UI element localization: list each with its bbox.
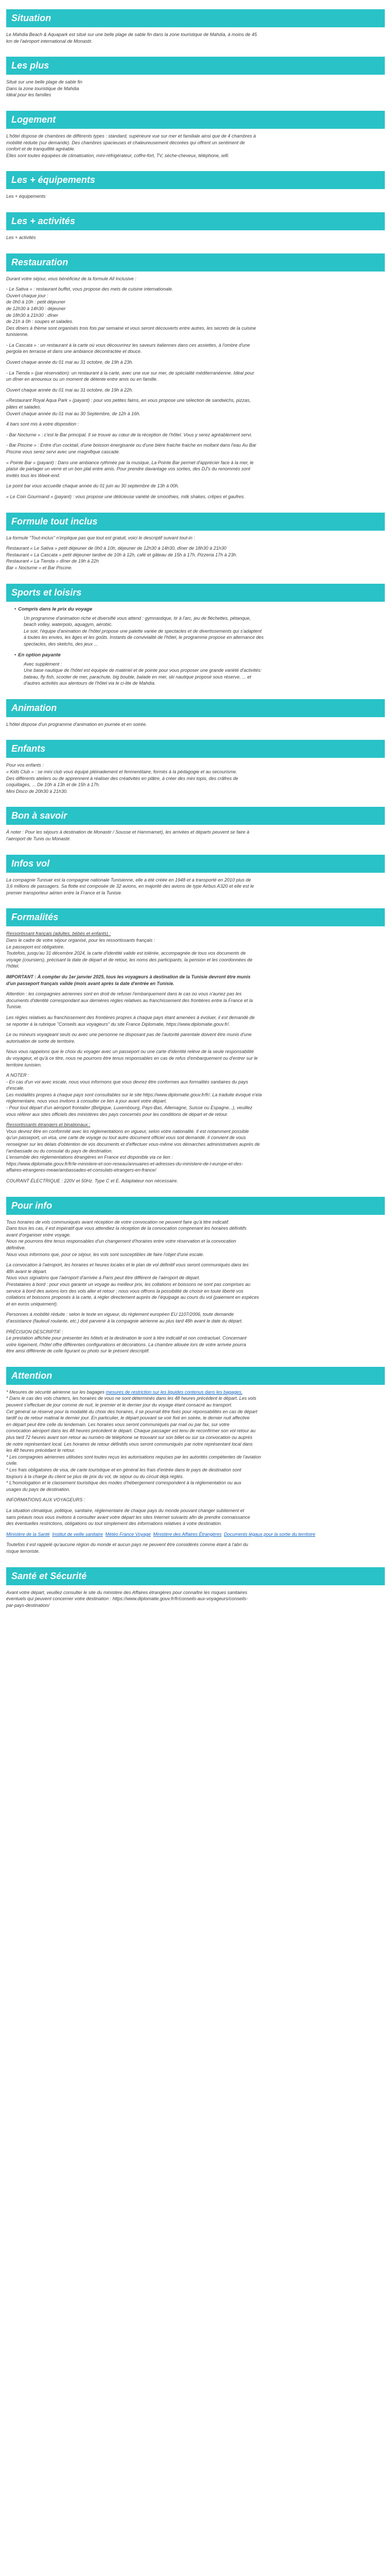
pour-info-4-3: votre logement, l'hôtel offre différentes configurations et décorations. La chambre allouée lors de votre arrivée pourra: [6, 1342, 246, 1347]
section-sante: [6, 1567, 385, 1609]
situation-heading: Situation: [6, 9, 385, 27]
attention-1-11: civile.: [6, 1461, 18, 1466]
pour-info-4-1: PRÉCISION DESCRIPTIF :: [6, 1329, 63, 1334]
pour-info-1-2: Dans tous les cas, il est impératif que vous attendiez la réception de la convocation comprenant les horaires définitifs: [6, 1226, 247, 1231]
sports-optional-text-4: d'autres activités aux alentours de l'hôtel via le ci-lite de Mahdia.: [24, 681, 156, 686]
link-meteo-france[interactable]: Météo France Voyage: [105, 1531, 151, 1537]
formalites-foreign-7: affaires-etrangeres-meae/ambassades-et-consulats-etrangers-en-france/: [6, 1167, 156, 1173]
section-equipements: [6, 171, 385, 200]
formule-heading: Formule tout inclus: [6, 513, 385, 531]
enfants-heading: Enfants: [6, 740, 385, 758]
sports-included-text-1: Un programme d'animation riche et diversifié vous attend : gymnastique, tir à l'arc, jeu de fléchettes, pétanque,: [24, 615, 251, 621]
formalites-fr-2: Le passeport est obligatoire.: [6, 944, 65, 950]
equipements-heading: Les + équipements: [6, 171, 385, 189]
section-restauration: [6, 253, 385, 500]
formalites-minors-1: Le ou mineurs voyageant seuls ou avec une personne ne disposant pas de l'autorité parentale doivent être munis d'une: [6, 1032, 252, 1038]
restauration-cascata-2: pergola en terrasse et dans une ambiance décontractée et douce.: [6, 349, 142, 354]
animation-text: L'hôtel dispose d'un programme d'animation en journée et en soirée.: [6, 721, 147, 727]
logement-text-4: Elles sont toutes équipées de climatisation, mini-réfrigérateur, coffre-fort, TV, sèche-cheveux, téléphone, wifi.: [6, 152, 230, 158]
sports-heading: Sports et loisirs: [6, 584, 385, 602]
restauration-pointe-bar-2: plaisir de partager un verre et un bon plat entre amis. Pour prendre davantage vos sorties, des DJ's du renommés sont: [6, 466, 250, 472]
restauration-tienda-2: un dîner en amoureux ou un moment de détente entre amis ou en famille.: [6, 377, 158, 382]
section-infos-vol: [6, 855, 385, 896]
formule-intro: La formule "Tout-inclus" n'implique pas que tout est gratuit, voici le descriptif suivant tout-in :: [6, 535, 195, 540]
formalites-foreign-1: Vous devrez être en conformité avec les réglementations en vigueur, selon votre nationalité. Il est notamment possible: [6, 1128, 249, 1134]
formalites-fr-4: voyage (coursiers), précisant la date de départ et de retour, les noms des participants, la pension et les coordonnées de: [6, 957, 253, 962]
bon-a-savoir-heading: Bon à savoir: [6, 807, 385, 825]
restauration-sativa-6: de 21h à 0h : soupes et salades.: [6, 319, 74, 325]
pour-info-3-1: Personnes à mobilité réduite : selon le texte en vigueur, du règlement européen EU 1107/2006, toute demande: [6, 1312, 234, 1317]
attention-1-10: * Les compagnies aériennes utilisées sont toutes reçus les autorisations requises par les autorités compétentes de l'aviation: [6, 1454, 261, 1460]
bon-a-savoir-text-1: À noter : Pour les séjours à destination de Monastir / Sousse et Hammamet), les arrivées et départs peuvent se faire à: [6, 829, 250, 835]
attention-travellers-1: La situation climatique, politique, sanitaire, réglementaire de chaque pays du monde pouvant changer subitement et: [6, 1507, 245, 1513]
plus-heading: Les plus: [6, 57, 385, 75]
restauration-tienda-3: Ouvert chaque année du 01 mai au 31 octobre, de 19h à 22h.: [6, 387, 134, 393]
plus-item-3: Idéal pour les familles: [6, 92, 52, 98]
pour-info-3-2: d'assistance (fauteuil roulante, etc.) doit parvenir à la compagnie aérienne au plus tard 48h avant le date du départ.: [6, 1318, 243, 1324]
logement-text-1: L'hôtel dispose de chambres de différents types : standard, supérieure vue sur mer et familiale ainsi que de 4 chambres à: [6, 133, 256, 139]
formalites-note-4: réglementaire, nous vous invitons à consulter ce lien à jour avant votre départ.: [6, 1098, 167, 1104]
restauration-intro: Durant votre séjour, vous bénéficiez de la formule All Inclusive :: [6, 276, 137, 281]
pour-info-2-1: La convocation à l'aéroport, les horaires et heures locales et le plan de vol définitif vous seront communiqués dans les: [6, 1262, 249, 1268]
enfants-text-1: Pour vos enfants :: [6, 762, 44, 768]
sports-included-text-5: spectacles, des sketchs, des jeux ...: [24, 641, 98, 647]
attention-1-13: toujours à la charge du client se plus de prix du vol, de séjour ou du circuit déjà réglés.: [6, 1473, 184, 1479]
sports-included-text-4: à toutes les envies, les âges et les goûts. Instants de convivialité de l'hôtel, le programme propose en alternance des: [24, 635, 264, 640]
restauration-sativa-8: tunisienne.: [6, 332, 29, 337]
restauration-sativa-1: - Le Sativa » : restaurant buffet, vous propose des mets de cuisine internationale.: [6, 286, 173, 292]
attention-travellers-3: des éventuelles restrictions, obligations ou tout simplement des informations relatives à votre destination.: [6, 1521, 222, 1527]
pour-info-2-2: 48h avant le départ.: [6, 1268, 47, 1274]
formalites-attention-1: Attention : les compagnies aériennes sont en droit de refuser l'embarquement dans le cas où vous n'auriez pas les: [6, 991, 242, 997]
attention-1-7: plus tard 72 heures avant son retour au numéro de téléphone se trouvant sur son billet ou sur sa convocation ou auprès: [6, 1435, 253, 1440]
attention-travellers-2: sans préavis nous vous invitons à consulter avant votre départ les sites Internet suivants afin de prendre connaissance: [6, 1514, 250, 1520]
section-formalites: [6, 908, 385, 1184]
attention-1-3: Cet général se réservé pour la modalité du choix des horaires, il se pourrait être fixés pour réponsabilités en cas de départ: [6, 1409, 257, 1414]
formalites-rules-1: Les règles relatives au franchissement des frontières propres à chaque pays étant amenées à évoluer, il est demandé de: [6, 1014, 255, 1020]
section-pour-info: [6, 1197, 385, 1354]
restauration-aquapark-2: pâtes et salades.: [6, 404, 42, 410]
enfants-text-2: « Kids Club » : se mini club vous équipé pléinadement et fenmentilaire, formés à la pédagogie et au secourisme.: [6, 769, 237, 775]
formule-item-4: Bar « Nocturne » et Bar Piscine.: [6, 565, 73, 570]
infos-vol-heading: Infos vol: [6, 855, 385, 873]
attention-security: [6, 1389, 385, 1396]
formalites-note-title: A NOTER :: [6, 1073, 29, 1078]
formalites-important-2: d'un passeport français valide (mois avant après la date d'entrée en Tunisie.: [6, 980, 174, 986]
section-formule: [6, 513, 385, 571]
formule-item-3: Restaurant « La Tienda » dîner de 19h à 22h: [6, 558, 99, 564]
pour-info-2-7: et en euros uniquement).: [6, 1301, 58, 1307]
restauration-bars-intro: 4 bars sont mis à votre disposition :: [6, 421, 79, 427]
infos-vol-text-1: La compagnie Tunisair est la compagnie nationale Tunisienne, elle a été créée en 1948 et a transporté en 2010 plus de: [6, 877, 251, 883]
formalites-note-6: vous référer aux sites officiels des ministères des pays concernés pour les conditions de départ et de retour.: [6, 1111, 229, 1117]
section-animation: [6, 699, 385, 728]
pour-info-1-4: Nous ne pourrons être tenus responsables d'un changement d'horaires entre votre réservation et la convocation: [6, 1239, 236, 1244]
plus-item-1: Situé sur une belle plage de sable fin: [6, 79, 83, 85]
formalites-foreign-2: qu'un passeport, un visa, une carte de voyage ou tout autre document officiel vous soit demandé. Il convient de vous: [6, 1135, 246, 1141]
section-enfants: [6, 740, 385, 794]
enfants-text-4: coquillages, ... De 10h à 13h et de 15h à 17h.: [6, 782, 100, 788]
formalites-current: COURANT ÉLECTRIQUE : 220V et 50Hz. Type C et E. Adaptateur non nécessaire.: [6, 1178, 178, 1183]
logement-text-2: mobilité réduite (sur demande). Des chambres spacieuses et chaleureusement décorées qui offrent un sentiment de: [6, 140, 245, 145]
restauration-cascata-1: - La Cascata » : un restaurant à la carte où vous découvrirez les saveurs italiennes dans ces assiettes, à l'ombre d'une: [6, 342, 250, 348]
sports-optional-text-1: Avec supplément :: [24, 661, 62, 667]
attention-1-15: usages du pays de destination.: [6, 1486, 71, 1492]
situation-text-1: Le Mahdia Beach & Aquapark est situé sur une belle plage de sable fin dans la zone touristique de Mahdia, à moins de 45: [6, 32, 257, 37]
restauration-bar-piscine-2: Piscine vous serez servi avec une magnifique cascade.: [6, 449, 120, 454]
attention-1-8: de notre représentant local. Les horaires de retour définitifs vous seront communiqués par notre représentant local dans: [6, 1441, 253, 1447]
restauration-sativa-4: de 12h30 à 14h30 : déjeuner: [6, 306, 66, 311]
link-ministere-sante[interactable]: Ministère de la Santé: [6, 1531, 50, 1537]
attention-1-14: * L'homologation et le classement touristique des modes d'hébergement correspondent à la réglementation ou aux: [6, 1480, 241, 1486]
infos-vol-text-3: premier transporteur aérien entre la France et la Tunisie.: [6, 890, 122, 895]
link-documents-legaux[interactable]: Documents légaux pour la sortie du territoire: [224, 1531, 316, 1537]
pour-info-heading: Pour info: [6, 1197, 385, 1215]
attention-terror-2: risque terroriste.: [6, 1548, 40, 1554]
attention-links: [6, 1531, 385, 1538]
restauration-sativa-3: de 0h0 à 10h : petit déjeuner: [6, 299, 66, 305]
formalites-note-3: Les modalités propres à chaque pays sont consultables sur le site https://www.diplomatie.gouv.fr/fr/. La traduite évoqué n'ela: [6, 1092, 262, 1097]
bon-a-savoir-text-2: l'aéroport de Tunis ou Monastir.: [6, 836, 71, 842]
equipements-text: Les + équipements: [6, 194, 46, 199]
formalites-fr-5: l'hôtel.: [6, 963, 20, 969]
formalites-note-5: - Pour tout départ d'un aéroport frontalier (Belgique, Luxembourg, Pays-Bas, Allemagne, Suisse ou Espagne...), veuillez: [6, 1105, 253, 1111]
animation-heading: Animation: [6, 699, 385, 717]
attention-1-6: convocation aéroport dans les 48 heures précédent le départ. Chaque passager est tenu de reconfirmer son vol retour au: [6, 1428, 256, 1434]
liquids-restriction-link[interactable]: mesures de restriction sur les liquides contenus dans les bagages.: [106, 1389, 243, 1395]
pour-info-2-4: Prestataires à bord : pour vous garantir un voyage au meilleur prix, les collations et boissons ne sont pas comprises au: [6, 1281, 251, 1287]
sports-included-text-2: beach volley, waterpolo, aquagym, aérobic.: [24, 622, 113, 628]
formalites-foreign-4: l'ambassade ou du consulat du pays de destination.: [6, 1148, 113, 1154]
activites-heading: Les + activités: [6, 212, 385, 230]
restauration-tienda-1: - La Tienda » (par réservation): un restaurant à la carte, avec une vue sur mer, de spécialité méditerranéenne. Idéal pour: [6, 370, 254, 376]
section-logement: [6, 111, 385, 159]
pour-info-2-3: Nous vous signalons que l'aéroport d'arrivée à Paris peut être différent de l'aéroport de départ.: [6, 1275, 200, 1281]
pour-info-1-1: Tous horaires de vols communiqués avant réception de votre convocation ne peuvent faire qu'à titre indicatif.: [6, 1219, 230, 1225]
restauration-sativa-7: Des dîners à thème sont organisés trois fois par semaine et vous seront découverts entre autres, les secrets de la cuisine: [6, 325, 256, 331]
sante-heading: Santé et Sécurité: [6, 1567, 385, 1585]
restauration-pointe-bar-1: « Pointe Bar » (payant) : Dans une ambiance rythmée par la musique, La Pointe Bar permet d'apprécier face à la mer, le: [6, 460, 254, 465]
attention-heading: Attention: [6, 1367, 385, 1385]
section-situation: [6, 9, 385, 44]
formalites-fr-title: Ressortissant français (adultes, bébés et enfants) :: [6, 931, 111, 937]
formalites-note-2: d'escale.: [6, 1086, 25, 1091]
enfants-text-5: Mini Disco de 20h30 à 21h30.: [6, 788, 68, 794]
restauration-aquapark-3: Ouvert chaque année du 01 mai au 30 Septembre, de 12h à 16h.: [6, 411, 141, 416]
attention-1-12: * Les frais obligatoires de visa, de carte touristique et en général les frais d'entrée dans le pays de destination sont: [6, 1467, 241, 1472]
activites-text: Les + activités: [6, 234, 36, 240]
formalites-choice-3: territoire tunisien.: [6, 1062, 42, 1067]
sports-optional: [6, 652, 385, 658]
formalites-choice-2: du voyageur, et qu'à ce titre, nous ne pourrons être tenus responsables en cas de refus d'embarquement ou d'entrer sur le: [6, 1055, 258, 1061]
plus-item-2: Dans la zone touristique de Mahdia: [6, 86, 79, 91]
pour-info-1-6: Nous vous informons que, pour ce séjour, les vols sont susceptibles de faire l'objet d'une escale.: [6, 1251, 204, 1257]
link-veille-sanitaire[interactable]: Institut de veille sanitaire: [52, 1531, 103, 1537]
link-affaires-etrangeres[interactable]: Ministère des Affaires Étrangères: [153, 1531, 222, 1537]
sports-optional-text-3: bateau, fly fish, scooter de mer, parachute, big bouble, balade en mer, ski nautique proposé sous réserve, ... et: [24, 674, 251, 680]
formalites-foreign-title: Ressortissants étrangers et binationaux :: [6, 1122, 91, 1128]
pour-info-1-3: avant d'organiser votre voyage.: [6, 1232, 71, 1238]
infos-vol-text-2: 3,6 millions de passagers. Sa flotte est composée de 32 avions, en majorité des avions de type Airbus A320 et elle est le: [6, 884, 254, 889]
attention-1-1: * Dans le cas des vols charters, les horaires de vous ne sont déterminés dans les 48 heures précédent le départ. Les vols: [6, 1396, 256, 1401]
pour-info-4-2: Le prestation affichée pour présenter les hôtels et la destination le sont à titre indicatif et non contractuel. Concernant: [6, 1335, 247, 1341]
attention-1-5: en départ peut être celle du lendemain. Les horaires vous seront communiqués par mail ou par fax, sur votre: [6, 1421, 230, 1427]
sante-text-1: Avant votre départ, veuillez consulter le site du ministère des Affaires étrangères pour connaître les risques sanitaires: [6, 1589, 248, 1595]
formalites-note-1: - En cas d'un voi avec escale, nous vous informons que vous devrez être conformes aux formalités sanitaires du pays: [6, 1079, 248, 1084]
formalites-attention-3: Tunisie.: [6, 1004, 22, 1010]
restauration-sativa-2: Ouvert chaque jour :: [6, 293, 48, 298]
formalites-choice-1: Nous vous rappelons que le choix du voyager avec un passeport ou une carte d'identité relève de la seule responsabilité: [6, 1049, 254, 1055]
section-plus: [6, 57, 385, 98]
pour-info-4-4: être ainsi différente de celle figurant ou photo sur le présent descriptif.: [6, 1348, 150, 1354]
section-attention: [6, 1367, 385, 1555]
restauration-coin-gourmand: « Le Coin Gourmand » (payant) : vous propose une délicieuse variété de smoothies, milk shakes, crêpes et gaufres.: [6, 494, 245, 499]
formule-item-1: Restaurant « Le Sativa » petit déjeuner de 0h0 à 10h, déjeuner de 12h30 à 14h30, dîner de 18h30 à 21h30: [6, 546, 226, 551]
formalites-important-1: IMPORTANT : À compter du 1er janvier 2025, tous les voyageurs à destination de la Tunisie devront être munis: [6, 974, 251, 979]
attention-security-text: * Mesures de sécurité aérienne sur les bagages: [6, 1389, 106, 1395]
sports-included-text-3: Le soir, l'équipe d'animation de l'hôtel propose une palette variée de spectacles et de divertissements qui s'adaptent: [24, 628, 262, 634]
restauration-point-bar-hours: Le point bar vous accueille chaque année du 01 juin au 30 septembre de 13h à 00h.: [6, 483, 180, 489]
restauration-sativa-5: de 18h30 à 21h30 : dîner: [6, 312, 58, 318]
sports-optional-title: En option payante: [18, 652, 61, 658]
restauration-heading: Restauration: [6, 253, 385, 272]
bullet-icon: •: [14, 606, 17, 612]
formalites-heading: Formalités: [6, 908, 385, 926]
section-activites: [6, 212, 385, 241]
logement-heading: Logement: [6, 111, 385, 129]
enfants-text-3: Des différents ateliers ou de apprennent à réaliser des créativités en plâtre, à créer des mini topis, des crâfres de: [6, 775, 238, 781]
formalites-fr-1: Dans le cadre de votre séjour organisé, pour les ressortissants français :: [6, 938, 155, 943]
formalites-minors-2: autorisation de sortie de territoire.: [6, 1038, 76, 1044]
attention-travellers-title: INFORMATIONS AUX VOYAGEURS :: [6, 1497, 86, 1503]
section-bon-a-savoir: [6, 807, 385, 842]
attention-terror-1: Toutefois il est rappelé qu'aucune région du monde et aucun pays ne peuvent être considérés comme étant à l'abri du: [6, 1542, 248, 1548]
restauration-bar-piscine-1: - Bar Piscine » : Entre d'un cocktail, d'une boisson énergisante ou d'une bière fraiche fraiche en moltant dans l'eau Au Bar: [6, 443, 256, 448]
bullet-icon: •: [14, 652, 17, 657]
restauration-bar-nocturne: - Bar Nocturne » : c'est le Bar principal. Il se trouve au cœur de la réception de l'hôtel. Vous y serez agréablement servi.: [6, 432, 252, 437]
attention-1-4: tardif ou de retour matinal le dernier jour. En particulier, le départ pouvant se voir fixé en soirée, le dernier nuit affective: [6, 1415, 250, 1421]
formalites-foreign-5: L'ensemble des réglementations étrangères en France est disponible via ce lien :: [6, 1155, 173, 1160]
formalites-foreign-3: renseigner sur les délais d'obtention de vos documents et d'effectuer vous-même vos démarches administratives auprès de: [6, 1142, 260, 1147]
sports-included-title: Compris dans le prix du voyage: [18, 606, 92, 612]
sante-text-2: éventuels qui peuvent concerner votre destination : https://www.diplomatie.gouv.fr/fr/conseils-aux-voyageurs/conseils-: [6, 1596, 248, 1602]
pour-info-1-5: définitive.: [6, 1245, 26, 1250]
sports-included: [6, 606, 385, 613]
situation-text-2: km de l'aéroport international de Monastir.: [6, 38, 93, 44]
formule-item-2: Restaurant « La Cascata » petit déjeuner tardive de 10h à 12h, café et gâteau de 15h à 17h. Pizzeria 17h à 23h.: [6, 552, 237, 557]
attention-1-2: peuvent s'effectuer de jour comme de nuit, le premier et le dernier jour du voyage étant consacré au transport.: [6, 1402, 233, 1408]
section-sports: [6, 584, 385, 687]
attention-1-9: les 48 heures précédant le retour.: [6, 1448, 76, 1453]
formalites-rules-2: se reporter à la rubrique "Conseils aux voyageurs" du site France Diplomatie, https://www.diplomatie.gouv.fr/.: [6, 1021, 230, 1027]
restauration-aquapark-1: «Restaurant Royal Aqua Park » (payant) : pour vos petites faims, en vous propose une sélection de sandwichs, pizzas,: [6, 398, 251, 403]
pour-info-2-6: collations et boissons proposés à la carte, à régler directement auprès de l'équipage au cours du vol (paiement en espèces: [6, 1295, 259, 1300]
formalites-fr-3: Toutefois, jusqu'au 31 décembre 2024, la carte d'identité valide est tolérée, accompagnée de tous vos documents de: [6, 951, 246, 956]
sante-text-3: par-pays-destination/: [6, 1602, 50, 1608]
logement-text-3: confort et de tranquillité agréable.: [6, 146, 75, 152]
formalites-foreign-6: https://www.diplomatie.gouv.fr/fr/le-ministere-et-son-reseau/annuaires-et-adresses-du-ministere-de-l-europe-et-des-: [6, 1161, 243, 1166]
pour-info-2-5: service à bord des avions lors des vols aller et retour ; nous vous offrons la possibilité de choisir en toute liberté vos: [6, 1288, 243, 1294]
sports-optional-text-2: Une base nautique de l'hôtel est équipée de matériel et de pointe pour vous proposer une grande variété d'activités:: [24, 668, 262, 673]
formalites-attention-2: documents d'identité correspondant aux dernières règles relatives au franchissement des frontières entre la France et la: [6, 997, 253, 1003]
restauration-pointe-bar-3: invités tous les Week-end.: [6, 472, 60, 478]
restauration-cascata-3: Ouvert chaque année du 01 mai au 31 octobre, de 19h à 23h.: [6, 360, 134, 365]
